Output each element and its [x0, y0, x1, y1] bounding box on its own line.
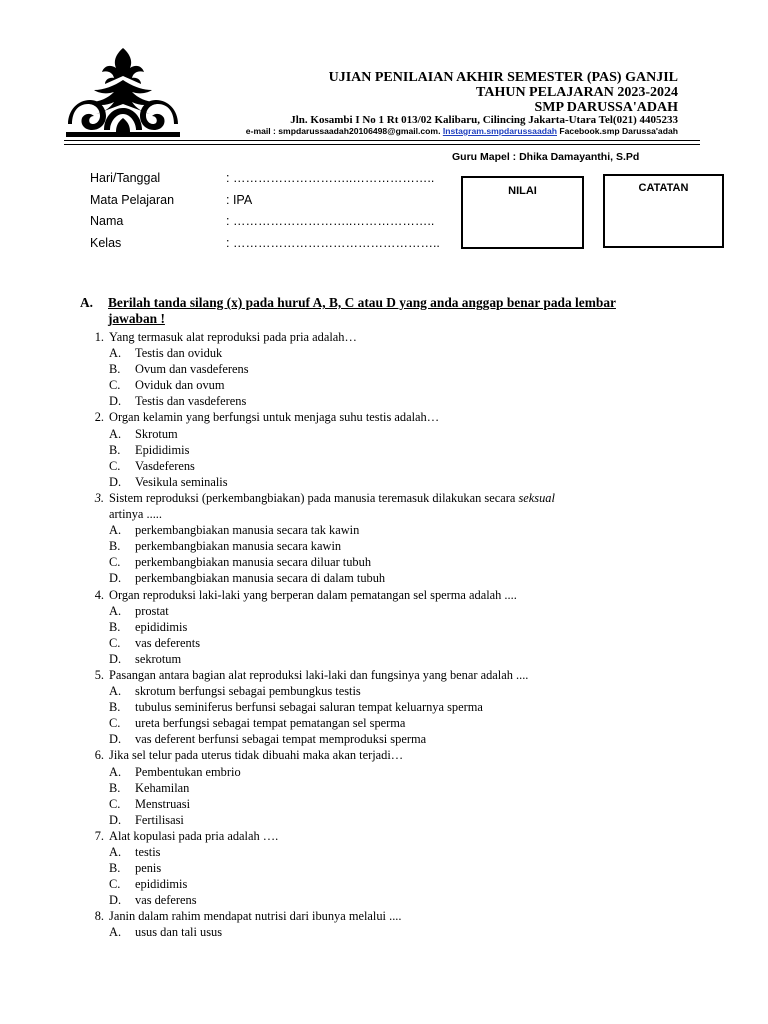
answer-option[interactable]: [88, 876, 708, 892]
question-text: [109, 747, 403, 763]
answer-option[interactable]: [88, 796, 708, 812]
question-text: [109, 587, 517, 603]
question-text-main: Janin dalam rahim mendapat nutrisi dari ibunya melalui ....: [109, 909, 402, 924]
class-label: Kelas: [90, 236, 122, 250]
section-instruction: [80, 295, 690, 327]
answer-option[interactable]: [88, 651, 708, 667]
date-label: Hari/Tanggal: [90, 171, 161, 185]
option-letter: D.: [109, 651, 122, 666]
school-name: SMP DARUSSA'ADAH: [534, 100, 678, 115]
school-contact: [246, 126, 678, 136]
answer-option[interactable]: [88, 764, 708, 780]
option-text: vas deferent berfunsi sebagai tempat memproduksi sperma: [135, 732, 427, 747]
option-letter: B.: [109, 700, 121, 715]
option-text: Testis dan oviduk: [135, 346, 223, 361]
answer-option[interactable]: [88, 699, 708, 715]
option-letter: B.: [109, 442, 121, 457]
answer-option[interactable]: [88, 570, 708, 586]
answer-option[interactable]: [88, 393, 708, 409]
option-letter: C.: [109, 378, 121, 393]
option-text: Ovum dan vasdeferens: [135, 362, 249, 377]
exam-title: UJIAN PENILAIAN AKHIR SEMESTER (PAS) GANJIL: [328, 70, 678, 85]
question-text: [109, 329, 357, 345]
question-number: 4.: [94, 587, 104, 602]
answer-option[interactable]: [88, 844, 708, 860]
answer-option[interactable]: [88, 603, 708, 619]
answer-option[interactable]: [88, 554, 708, 570]
answer-option[interactable]: [88, 522, 708, 538]
option-letter: C.: [109, 635, 121, 650]
teacher-name: Guru Mapel : Dhika Damayanthi, S.Pd: [452, 151, 640, 163]
option-letter: C.: [109, 796, 121, 811]
answer-option[interactable]: [88, 377, 708, 393]
option-text: perkembangbiakan manusia secara diluar tubuh: [135, 555, 372, 570]
option-text: testis: [135, 845, 161, 859]
question-text: [109, 409, 439, 425]
option-letter: A.: [109, 346, 122, 361]
score-box: [461, 176, 584, 249]
question-text-main: Alat kopulasi pada pria adalah ….: [109, 828, 279, 843]
option-text: perkembangbiakan manusia secara tak kawin: [135, 523, 360, 538]
option-letter: C.: [109, 877, 121, 892]
option-text: skrotum berfungsi sebagai pembungkus testis: [135, 684, 361, 699]
option-letter: B.: [109, 362, 121, 377]
option-text: epididimis: [135, 619, 188, 634]
facebook-text: Facebook.smp Darussa'adah: [559, 126, 678, 136]
question-text: [109, 667, 528, 683]
notes-box: [603, 174, 724, 248]
option-letter: C.: [109, 458, 121, 473]
option-letter: D.: [109, 474, 122, 489]
option-text: Pembentukan embrio: [135, 764, 241, 779]
answer-option[interactable]: [88, 924, 708, 940]
answer-option[interactable]: [88, 345, 708, 361]
question-item: [88, 329, 708, 345]
name-label: Nama: [90, 214, 124, 228]
option-text: Testis dan vasdeferens: [135, 394, 247, 409]
option-text: epididimis: [135, 877, 188, 892]
header-divider-thin: [64, 144, 700, 145]
question-item: [88, 490, 708, 506]
question-text-italic: seksual: [518, 490, 555, 505]
option-letter: B.: [109, 780, 121, 795]
option-text: perkembangbiakan manusia secara di dalam tubuh: [135, 571, 386, 586]
option-text: tubulus seminiferus berfunsi sebagai saluran tempat keluarnya sperma: [135, 700, 483, 715]
option-letter: D.: [109, 812, 122, 827]
question-number: 3.: [94, 490, 104, 505]
school-logo-icon: [64, 46, 182, 138]
option-letter: D.: [109, 394, 122, 409]
school-address: Jln. Kosambi I No 1 Rt 013/02 Kalibaru, Cilincing Jakarta-Utara Tel(021) 4405233: [290, 114, 678, 126]
option-letter: A.: [109, 684, 122, 699]
question-text: [109, 490, 555, 506]
option-letter: A.: [109, 845, 122, 859]
answer-option[interactable]: [88, 683, 708, 699]
section-letter: A.: [80, 295, 94, 310]
header-divider-thick: [64, 140, 700, 141]
option-letter: D.: [109, 732, 122, 747]
answer-option[interactable]: [88, 426, 708, 442]
answer-option[interactable]: [88, 812, 708, 828]
option-letter: A.: [109, 764, 122, 779]
class-field: : …………………………………………..: [226, 236, 440, 250]
answer-option[interactable]: [88, 780, 708, 796]
question-text-main: Yang termasuk alat reproduksi pada pria adalah…: [109, 330, 357, 344]
question-number: 7.: [94, 828, 104, 843]
option-letter: D.: [109, 571, 122, 586]
question-number: 5.: [94, 667, 104, 682]
option-text: vas deferens: [135, 893, 197, 908]
question-text-main: Sistem reproduksi (perkembangbiakan) pada manusia teremasuk dilakukan secara: [109, 490, 519, 505]
name-field: : ………………………..………………..: [226, 214, 435, 228]
answer-option[interactable]: [88, 715, 708, 731]
question-text-main: Organ reproduksi laki-laki yang berperan dalam pematangan sel sperma adalah ....: [109, 587, 517, 602]
answer-option[interactable]: [88, 731, 708, 747]
option-text: Vesikula seminalis: [135, 474, 228, 489]
instruction-line-2: jawaban !: [108, 311, 165, 326]
option-letter: C.: [109, 716, 121, 731]
option-text: perkembangbiakan manusia secara kawin: [135, 539, 342, 554]
option-text: Oviduk dan ovum: [135, 378, 225, 393]
question-text-main: Jika sel telur pada uterus tidak dibuahi maka akan terjadi…: [109, 748, 404, 763]
question-continuation-text: artinya .....: [109, 507, 162, 522]
option-text: usus dan tali usus: [135, 925, 223, 940]
subject-value: : IPA: [226, 193, 253, 207]
option-text: sekrotum: [135, 651, 182, 666]
answer-option[interactable]: [88, 860, 708, 876]
option-letter: D.: [109, 893, 122, 908]
option-letter: A.: [109, 925, 122, 940]
answer-option[interactable]: [88, 442, 708, 458]
option-text: Skrotum: [135, 426, 178, 441]
answer-option[interactable]: [88, 361, 708, 377]
option-letter: A.: [109, 523, 122, 538]
score-box-label: NILAI: [508, 185, 537, 197]
subject-label: Mata Pelajaran: [90, 193, 175, 207]
answer-option[interactable]: [88, 458, 708, 474]
question-text: [109, 908, 401, 924]
option-text: penis: [135, 861, 162, 876]
question-continuation: [88, 506, 708, 522]
option-text: prostat: [135, 603, 169, 618]
question-list: [88, 329, 708, 941]
instagram-link[interactable]: Instagram.smpdarussaadah: [442, 126, 558, 136]
question-item: [88, 409, 708, 425]
question-number: 2.: [94, 410, 104, 425]
question-text-main: Organ kelamin yang berfungsi untuk menjaga suhu testis adalah…: [109, 410, 440, 425]
option-text: Epididimis: [135, 442, 190, 457]
option-letter: B.: [109, 861, 121, 876]
question-number: 1.: [94, 330, 104, 344]
option-letter: B.: [109, 539, 121, 554]
date-field: : ………………………..………………..: [226, 171, 435, 185]
question-item: [88, 667, 708, 683]
question-number: 6.: [94, 748, 104, 763]
notes-box-label: CATATAN: [638, 182, 689, 194]
question-number: 8.: [94, 909, 104, 924]
question-item: [88, 828, 708, 844]
option-text: Fertilisasi: [135, 812, 184, 827]
answer-option[interactable]: [88, 474, 708, 490]
option-text: Kehamilan: [135, 780, 190, 795]
answer-option[interactable]: [88, 892, 708, 908]
question-item: [88, 747, 708, 763]
option-letter: A.: [109, 426, 122, 441]
answer-option[interactable]: [88, 538, 708, 554]
answer-option[interactable]: [88, 619, 708, 635]
instruction-line-1: Berilah tanda silang (x) pada huruf A, B, C atau D yang anda anggap benar pada lembar: [108, 295, 616, 310]
option-letter: B.: [109, 619, 121, 634]
option-text: ureta berfungsi sebagai tempat pematangan sel sperma: [135, 716, 406, 731]
question-item: [88, 587, 708, 603]
school-email: e-mail : smpdarussaadah20106498@gmail.com.: [245, 126, 441, 136]
option-text: vas deferents: [135, 635, 201, 650]
option-text: Menstruasi: [135, 796, 191, 811]
answer-option[interactable]: [88, 635, 708, 651]
option-letter: C.: [109, 555, 121, 570]
question-item: [88, 908, 708, 924]
option-letter: A.: [109, 603, 122, 618]
option-text: Vasdeferens: [135, 458, 195, 473]
question-text: [109, 828, 278, 844]
academic-year: TAHUN PELAJARAN 2023-2024: [476, 85, 678, 100]
question-text-main: Pasangan antara bagian alat reproduksi laki-laki dan fungsinya yang benar adalah ....: [109, 667, 529, 682]
